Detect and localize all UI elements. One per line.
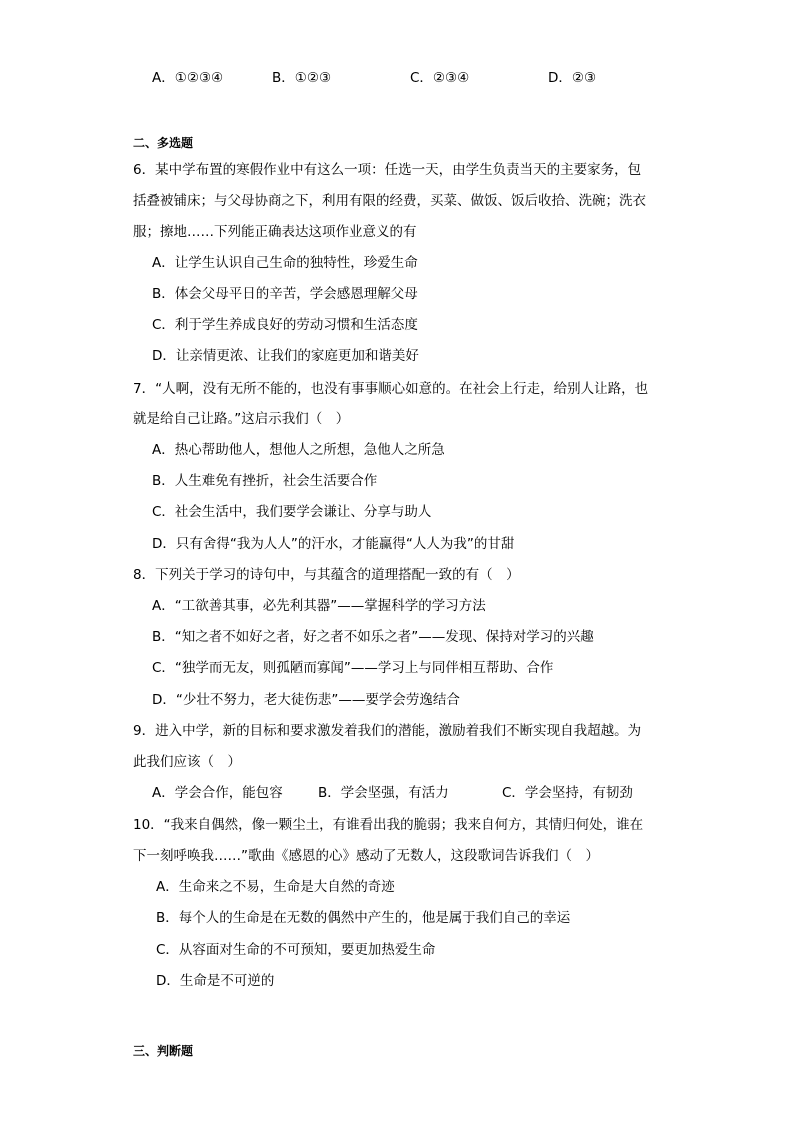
question-10-option-b: B．每个人的生命是在无数的偶然中产生的，他是属于我们自己的幸运 xyxy=(156,910,571,926)
q5-option-a: A．①②③④ xyxy=(152,70,224,86)
question-7-option-b: B．人生难免有挫折，社会生活要合作 xyxy=(152,473,378,489)
question-10-option-a: A．生命来之不易，生命是大自然的奇迹 xyxy=(156,879,395,895)
question-9-stem-line-1: 9．进入中学，新的目标和要求激发着我们的潜能，激励着我们不断实现自我超越。为 xyxy=(133,723,642,739)
question-7-stem-line-1: 7．“人啊，没有无所不能的，也没有事事顺心如意的。在社会上行走，给别人让路，也 xyxy=(133,381,649,397)
q5-option-d: D．②③ xyxy=(548,70,597,86)
question-10-option-c: C．从容面对生命的不可预知，要更加热爱生命 xyxy=(156,942,436,958)
question-9-stem-line-2: 此我们应该（ ） xyxy=(133,754,241,770)
question-10-stem-line-2: 下一刻呼唤我……”歌曲《感恩的心》感动了无数人，这段歌词告诉我们（ ） xyxy=(133,848,599,864)
question-6-stem-line-1: 6．某中学布置的寒假作业中有这么一项：任选一天，由学生负责当天的主要家务，包 xyxy=(133,162,642,178)
question-6-option-b: B．体会父母平日的辛苦，学会感恩理解父母 xyxy=(152,286,418,302)
question-6-option-a: A．让学生认识自己生命的独特性，珍爱生命 xyxy=(152,255,418,271)
question-9-option-b: B．学会坚强，有活力 xyxy=(318,785,449,801)
question-6-option-c: C．利于学生养成良好的劳动习惯和生活态度 xyxy=(152,317,418,333)
question-6-option-d: D．让亲情更浓、让我们的家庭更加和谐美好 xyxy=(152,348,419,364)
q5-option-b: B．①②③ xyxy=(272,70,332,86)
question-9-option-c: C．学会坚持，有韧劲 xyxy=(502,785,633,801)
question-7-option-a: A．热心帮助他人，想他人之所想，急他人之所急 xyxy=(152,442,445,458)
question-10-option-d: D．生命是不可逆的 xyxy=(156,973,275,989)
question-10-stem-line-1: 10．“我来自偶然，像一颗尘土，有谁看出我的脆弱；我来自何方，其情归何处，谁在 xyxy=(133,817,644,833)
question-7-option-d: D．只有舍得“我为人人”的汗水，才能赢得“人人为我”的甘甜 xyxy=(152,536,515,552)
section-heading-true-false: 三、判断题 xyxy=(133,1044,194,1058)
question-8-option-b: B．“知之者不如好之者，好之者不如乐之者”——发现、保持对学习的兴趣 xyxy=(152,629,594,645)
question-8-option-c: C．“独学而无友，则孤陋而寡闻”——学习上与同伴相互帮助、合作 xyxy=(152,660,554,676)
question-6-stem-line-3: 服；擦地……下列能正确表达这项作业意义的有 xyxy=(133,224,417,240)
question-9-option-a: A．学会合作，能包容 xyxy=(152,785,283,801)
question-7-stem-line-2: 就是给自己让路。”这启示我们（ ） xyxy=(133,411,350,427)
question-8-stem-line-1: 8．下列关于学习的诗句中，与其蕴含的道理搭配一致的有（ ） xyxy=(133,567,520,583)
question-8-option-a: A．“工欲善其事，必先利其器”——掌握科学的学习方法 xyxy=(152,598,486,614)
section-heading-multiple-choice: 二、多选题 xyxy=(133,136,194,150)
question-8-option-d: D．“少壮不努力，老大徒伤悲”——要学会劳逸结合 xyxy=(152,692,460,708)
question-6-stem-line-2: 括叠被铺床；与父母协商之下，利用有限的经费，买菜、做饭、饭后收拾、洗碗；洗衣 xyxy=(133,193,646,209)
question-7-option-c: C．社会生活中，我们要学会谦让、分享与助人 xyxy=(152,504,432,520)
q5-option-c: C．②③④ xyxy=(410,70,470,86)
